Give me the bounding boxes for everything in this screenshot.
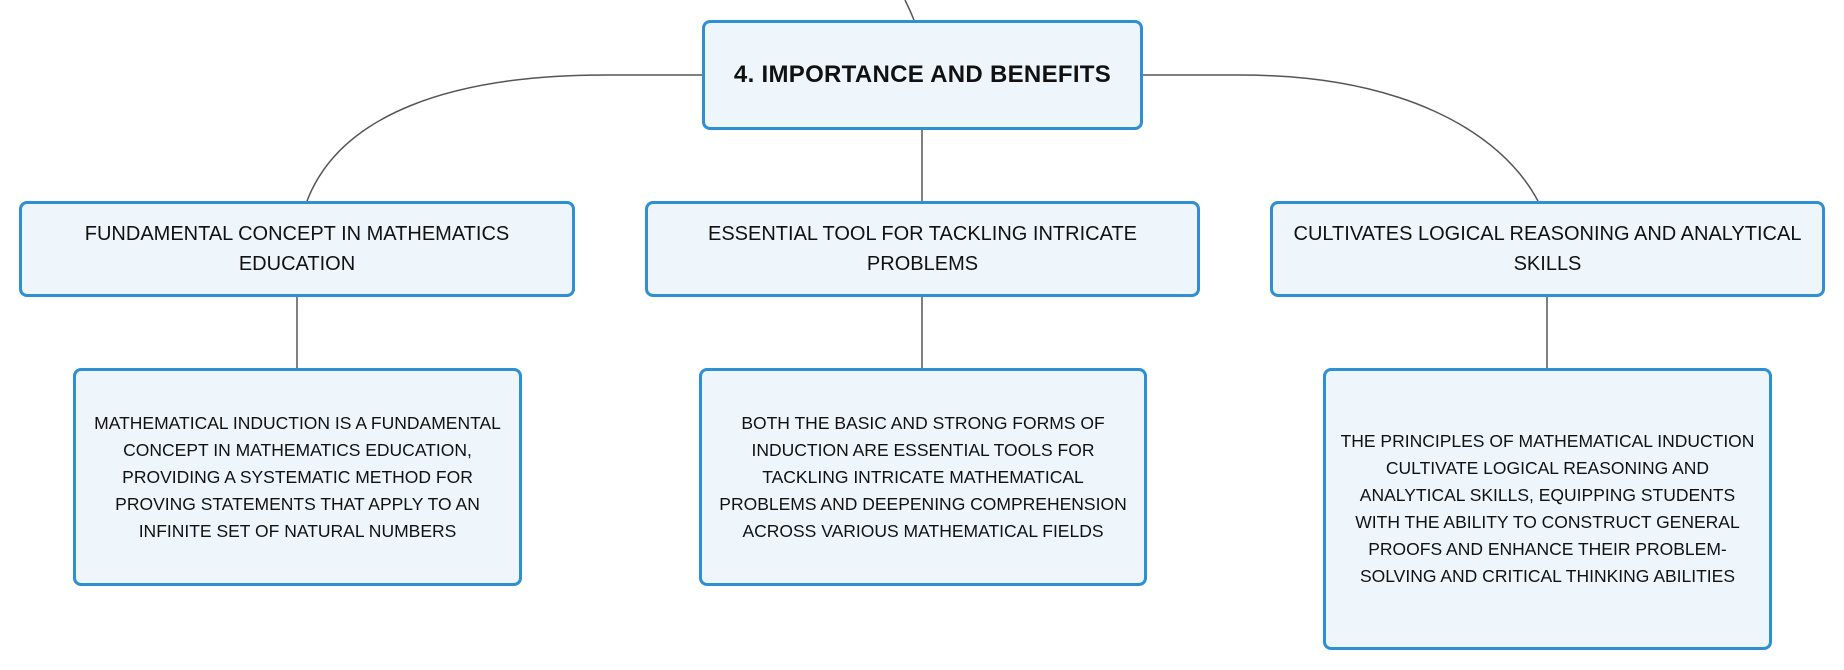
branch-label: CULTIVATES LOGICAL REASONING AND ANALYTICAL SKILLS <box>1293 223 1802 275</box>
branch-node-essential-tool[interactable] <box>645 201 1200 297</box>
connector-parent-to-root <box>905 0 914 20</box>
connector-root-to-branch-3 <box>1143 75 1538 201</box>
detail-node-logical-reasoning[interactable] <box>1323 368 1772 650</box>
branch-label: ESSENTIAL TOOL FOR TACKLING INTRICATE PROBLEMS <box>708 223 1137 275</box>
detail-node-essential-tool[interactable] <box>699 368 1147 586</box>
root-topic-label: 4. IMPORTANCE AND BENEFITS <box>733 61 1112 88</box>
detail-text: MATHEMATICAL INDUCTION IS A FUNDAMENTAL CONCEPT IN MATHEMATICS EDUCATION, PROVIDING A SYSTEMATIC METHOD FOR PROVING STATEMENTS THAT APPLY TO AN INFINITE SET OF NATURAL NUMBERS <box>94 412 501 541</box>
detail-text: BOTH THE BASIC AND STRONG FORMS OF INDUCTION ARE ESSENTIAL TOOLS FOR TACKLING INTRICATE MATHEMATICAL PROBLEMS AND DEEPENING COMPREHENSION ACROSS VARIOUS MATHEMATICAL FIELDS <box>719 412 1127 541</box>
detail-text: THE PRINCIPLES OF MATHEMATICAL INDUCTION CULTIVATE LOGICAL REASONING AND ANALYTICAL SKILLS, EQUIPPING STUDENTS WITH THE ABILITY TO CONSTRUCT GENERAL PROOFS AND ENHANCE THEIR PROBLEM-SOLVING AND CRITICAL THINKING ABILITIES <box>1340 431 1755 586</box>
detail-node-fundamental-concept[interactable] <box>73 368 522 586</box>
branch-node-fundamental-concept[interactable] <box>19 201 575 297</box>
branch-label: FUNDAMENTAL CONCEPT IN MATHEMATICS EDUCATION <box>84 223 510 275</box>
root-topic-node[interactable] <box>702 20 1143 130</box>
connector-root-to-branch-1 <box>307 75 702 201</box>
branch-node-logical-reasoning[interactable] <box>1270 201 1825 297</box>
